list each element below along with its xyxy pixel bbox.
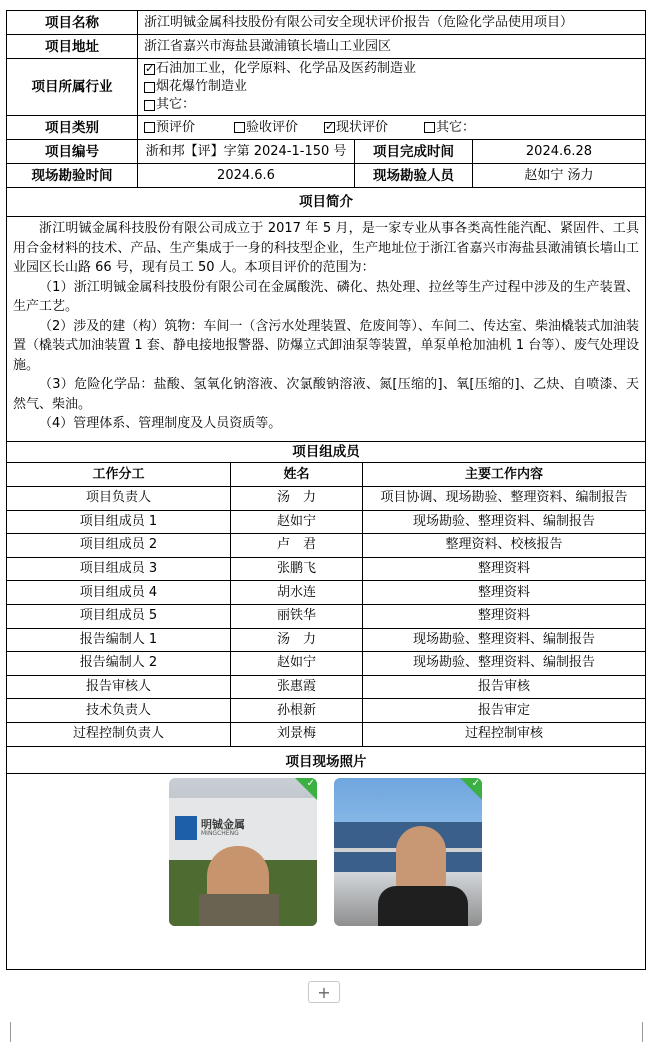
company-logo-icon — [175, 816, 197, 840]
checkbox-icon[interactable] — [144, 122, 155, 133]
table-row — [7, 676, 645, 700]
project-name-value: 浙江明铖金属科技股份有限公司安全现状评价报告（危险化学品使用项目） — [144, 14, 574, 30]
survey-person-label: 现场勘验人员 — [355, 164, 473, 187]
team-role: 项目组成员 2 — [7, 534, 231, 557]
intro-title: 项目简介 — [299, 194, 353, 210]
selected-check-icon: ✓ — [295, 778, 317, 800]
address-label: 项目地址 — [7, 35, 138, 58]
row-code — [7, 140, 645, 164]
site-photo-1[interactable] — [169, 778, 317, 926]
add-button[interactable]: + — [308, 981, 340, 1003]
team-role: 项目组成员 4 — [7, 581, 231, 604]
page-corner-mark — [0, 1022, 11, 1042]
team-member-name: 刘景梅 — [231, 723, 363, 746]
table-row — [7, 558, 645, 582]
checkbox-icon[interactable] — [144, 82, 155, 93]
team-role: 项目负责人 — [7, 487, 231, 510]
person-1-shirt — [199, 894, 279, 926]
industry-options — [138, 59, 645, 115]
row-address — [7, 35, 645, 59]
team-member-name: 张鹏飞 — [231, 558, 363, 581]
page-corner-mark — [642, 1022, 652, 1042]
team-header-name: 姓名 — [231, 463, 363, 486]
team-role: 项目组成员 5 — [7, 605, 231, 628]
row-project-name — [7, 11, 645, 35]
photo-area — [7, 774, 645, 970]
category-options — [138, 116, 645, 139]
table-row — [7, 699, 645, 723]
industry-label: 项目所属行业 — [7, 59, 138, 115]
table-row — [7, 652, 645, 676]
team-role: 过程控制负责人 — [7, 723, 231, 746]
category-option-acceptance[interactable]: 验收评价 — [234, 119, 322, 137]
team-work: 整理资料 — [477, 561, 530, 577]
team-member-name: 孙根新 — [231, 699, 363, 722]
table-row — [7, 605, 645, 629]
checked-checkbox-icon[interactable] — [144, 64, 155, 75]
code-label: 项目编号 — [7, 140, 138, 163]
intro-paragraph: （2）涉及的建（构）筑物：车间一（含污水处理装置、危废间等）、车间二、传达室、柴油橇装式加油装置（橇装式加油装置 1 套、静电接地报警器、防爆立式卸油泵等装置，单泵单枪加油机 1 台等）、废气处理设施。 — [13, 318, 639, 373]
team-role: 项目组成员 3 — [7, 558, 231, 581]
checkbox-icon[interactable] — [424, 122, 435, 133]
checkbox-icon[interactable] — [144, 100, 155, 111]
photo-title-row — [7, 751, 645, 774]
table-row — [7, 534, 645, 558]
project-name-label: 项目名称 — [7, 11, 138, 34]
industry-option-other[interactable]: 其它： — [144, 96, 195, 114]
team-role: 报告审核人 — [7, 676, 231, 699]
intro-paragraph: （1）浙江明铖金属科技股份有限公司在金属酸洗、磷化、热处理、拉丝等生产过程中涉及的生产装置、生产工艺。 — [13, 279, 639, 314]
table-row — [7, 723, 645, 747]
intro-title-row — [7, 188, 645, 217]
team-role: 报告编制人 1 — [7, 629, 231, 652]
survey-time-label: 现场勘验时间 — [7, 164, 138, 187]
team-header-work: 主要工作内容 — [464, 466, 543, 482]
team-work: 整理资料、校核报告 — [445, 537, 563, 553]
photo-title: 项目现场照片 — [285, 754, 367, 770]
report-form — [6, 10, 646, 970]
intro-paragraph: 浙江明铖金属科技股份有限公司成立于 2017 年 5 月，是一家专业从事各类高性能汽配、紧固件、工具用合金材料的技术、产品、生产集成于一身的科技型企业，生产地址位于浙江省嘉兴市海盐县澉浦镇长墙山工业园区长山路 66 号，现有员工 50 人。本项目评价的范围为： — [13, 221, 639, 275]
team-member-name: 汤 力 — [231, 487, 363, 510]
team-work: 现场勘验、整理资料、编制报告 — [412, 655, 595, 671]
survey-time-value: 2024.6.6 — [138, 164, 355, 187]
sign-text: 明铖金属 — [201, 818, 245, 831]
person-2-shirt — [378, 886, 468, 926]
intro-paragraph: （3）危险化学品：盐酸、氢氧化钠溶液、次氯酸钠溶液、氮[压缩的]、氧[压缩的]、乙炔、自喷漆、天然气、柴油。 — [13, 377, 639, 412]
team-work: 整理资料 — [477, 584, 530, 600]
team-work: 报告审核 — [477, 679, 530, 695]
team-role: 项目组成员 1 — [7, 511, 231, 534]
checked-checkbox-icon[interactable] — [324, 122, 335, 133]
team-member-name: 卢 君 — [231, 534, 363, 557]
person-2 — [396, 826, 446, 892]
selected-check-icon: ✓ — [460, 778, 482, 800]
team-role: 技术负责人 — [7, 699, 231, 722]
checkbox-icon[interactable] — [234, 122, 245, 133]
row-survey — [7, 164, 645, 188]
team-member-name: 赵如宁 — [231, 652, 363, 675]
team-title-row — [7, 442, 645, 463]
team-title: 项目组成员 — [292, 444, 360, 460]
table-row — [7, 511, 645, 535]
intro-body — [7, 217, 645, 442]
survey-person-value: 赵如宁 汤力 — [524, 167, 594, 183]
code-value: 浙和邦【评】字第 2024-1-150 号 — [138, 140, 355, 163]
team-work: 过程控制审核 — [464, 726, 543, 742]
team-work: 报告审定 — [477, 702, 530, 718]
team-member-name: 胡水连 — [231, 581, 363, 604]
industry-option-fireworks[interactable]: 烟花爆竹制造业 — [144, 78, 247, 96]
category-option-current[interactable]: ✓ 现状评价 — [324, 119, 422, 137]
table-row — [7, 629, 645, 653]
team-member-name: 赵如宁 — [231, 511, 363, 534]
team-member-name: 张惠霞 — [231, 676, 363, 699]
site-photo-2[interactable] — [334, 778, 482, 926]
category-option-pre[interactable]: 预评价 — [144, 119, 232, 137]
category-label: 项目类别 — [7, 116, 138, 139]
intro-paragraph: （4）管理体系、管理制度及人员资质等。 — [39, 416, 282, 431]
finish-value: 2024.6.28 — [525, 143, 593, 159]
table-row — [7, 581, 645, 605]
team-header-role: 工作分工 — [7, 463, 231, 486]
team-header-row — [7, 463, 645, 487]
team-work: 现场勘验、整理资料、编制报告 — [412, 513, 595, 529]
category-option-other[interactable]: 其它： — [424, 119, 475, 137]
row-category — [7, 116, 645, 140]
table-row — [7, 487, 645, 511]
address-value: 浙江省嘉兴市海盐县澉浦镇长墙山工业园区 — [144, 38, 392, 54]
team-work: 整理资料 — [477, 608, 530, 624]
finish-label: 项目完成时间 — [355, 140, 473, 163]
team-member-name: 丽铁华 — [231, 605, 363, 628]
team-work: 现场勘验、整理资料、编制报告 — [412, 631, 595, 647]
team-role: 报告编制人 2 — [7, 652, 231, 675]
team-work: 项目协调、现场勘验、整理资料、编制报告 — [380, 490, 628, 506]
row-industry — [7, 59, 645, 116]
sign-sub: MINGCHENG — [201, 830, 239, 837]
team-member-name: 汤 力 — [231, 629, 363, 652]
industry-option-petro[interactable]: ✓ 石油加工业，化学原料、化学品及医药制造业 — [144, 60, 416, 78]
